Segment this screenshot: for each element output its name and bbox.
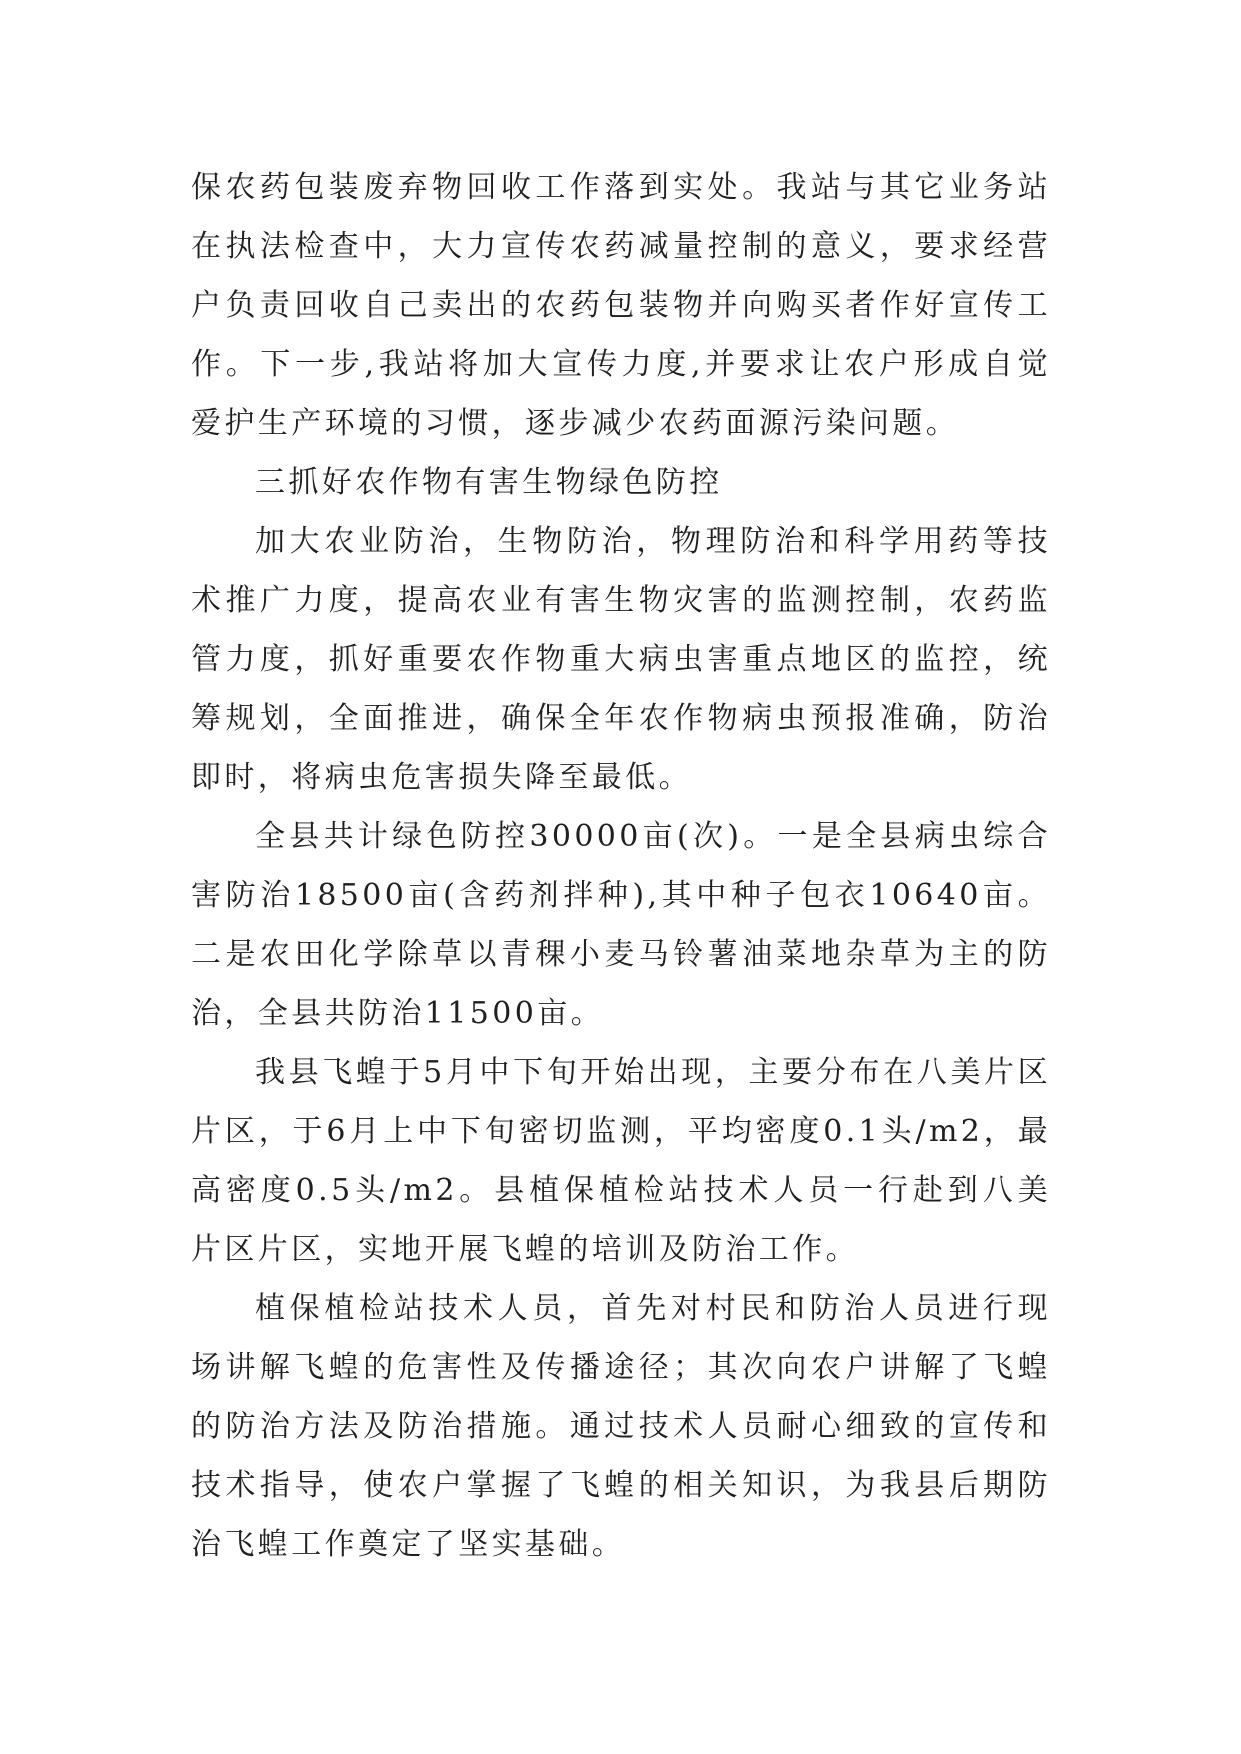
- paragraph-control-statistics: 全县共计绿色防控30000亩(次)。一是全县病虫综合害防治18500亩(含药剂拌种),其中种子包衣10640亩。二是农田化学除草以青稞小麦马铃薯油菜地杂草为主的防治，全县共防治11500亩。: [191, 819, 1051, 1031]
- paragraph-technical-training: 植保植检站技术人员，首先对村民和防治人员进行现场讲解飞蝗的危害性及传播途径；其次向农户讲解了飞蝗的防治方法及防治措施。通过技术人员耐心细致的宣传和技术指导，使农户掌握了飞蝗的相关知识，为我县后期防治飞蝗工作奠定了坚实基础。: [191, 1291, 1051, 1562]
- paragraph-locust-monitoring: 我县飞蝗于5月中下旬开始出现，主要分布在八美片区片区，于6月上中下旬密切监测，平均密度0.1头/m2，最高密度0.5头/m2。县植保植检站技术人员一行赴到八美片区片区，实地开展飞蝗的培训及防治工作。: [191, 1055, 1051, 1267]
- section-heading-green-control: 三抓好农作物有害生物绿色防控: [255, 465, 723, 500]
- paragraph-control-measures: 加大农业防治，生物防治，物理防治和科学用药等技术推广力度，提高农业有害生物灾害的监测控制，农药监管力度，抓好重要农作物重大病虫害重点地区的监控，统筹规划，全面推进，确保全年农作物病虫预报准确，防治即时，将病虫危害损失降至最低。: [191, 524, 1051, 795]
- document-body: [191, 158, 1051, 1574]
- paragraph-packaging-recycling: 保农药包装废弃物回收工作落到实处。我站与其它业务站在执法检查中，大力宣传农药减量控制的意义，要求经营户负责回收自己卖出的农药包装物并向购买者作好宣传工作。下一步,我站将加大宣传力度,并要求让农户形成自觉爱护生产环境的习惯，逐步减少农药面源污染问题。: [191, 170, 1051, 441]
